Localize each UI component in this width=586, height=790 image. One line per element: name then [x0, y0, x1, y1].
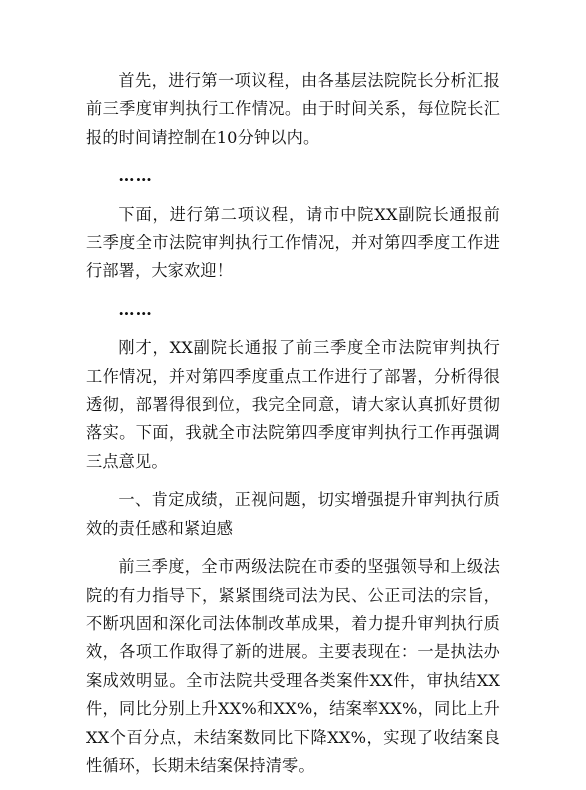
- paragraph-achievements: 前三季度，全市两级法院在市委的坚强领导和上级法院的有力指导下，紧紧围绕司法为民、公正司法的宗旨，不断巩固和深化司法体制改革成果，着力提升审判执行质效，各项工作取得了新的进展。主要表现在：一是执法办案成效明显。全市法院共受理各类案件XX件，审执结XX件，同比分别上升XX%和XX%，结案率XX%，同比上升XX个百分点，未结案数同比下降XX%，实现了收结案良性循环，长期未结案保持清零。: [86, 557, 500, 775]
- ellipsis-separator: ……: [118, 166, 153, 186]
- section-heading-one: 一、肯定成绩，正视问题，切实增强提升审判执行质效的责任感和紧迫感: [86, 490, 500, 538]
- paragraph-agenda-one: 首先，进行第一项议程，由各基层法院院长分析汇报前三季度审判执行工作情况。由于时间关系，每位院长汇报的时间请控制在10分钟以内。: [86, 71, 500, 147]
- paragraph-agenda-two: 下面，进行第二项议程，请市中院XX副院长通报前三季度全市法院审判执行工作情况，并对第四季度工作进行部署，大家欢迎！: [86, 204, 500, 281]
- document-body: [86, 67, 500, 790]
- ellipsis-separator: ……: [118, 299, 153, 319]
- paragraph-remarks: 刚才，XX副院长通报了前三季度全市法院审判执行工作情况，并对第四季度重点工作进行了部署，分析得很透彻，部署得很到位，我完全同意，请大家认真抓好贯彻落实。下面，我就全市法院第四季度审判执行工作再强调三点意见。: [86, 338, 500, 471]
